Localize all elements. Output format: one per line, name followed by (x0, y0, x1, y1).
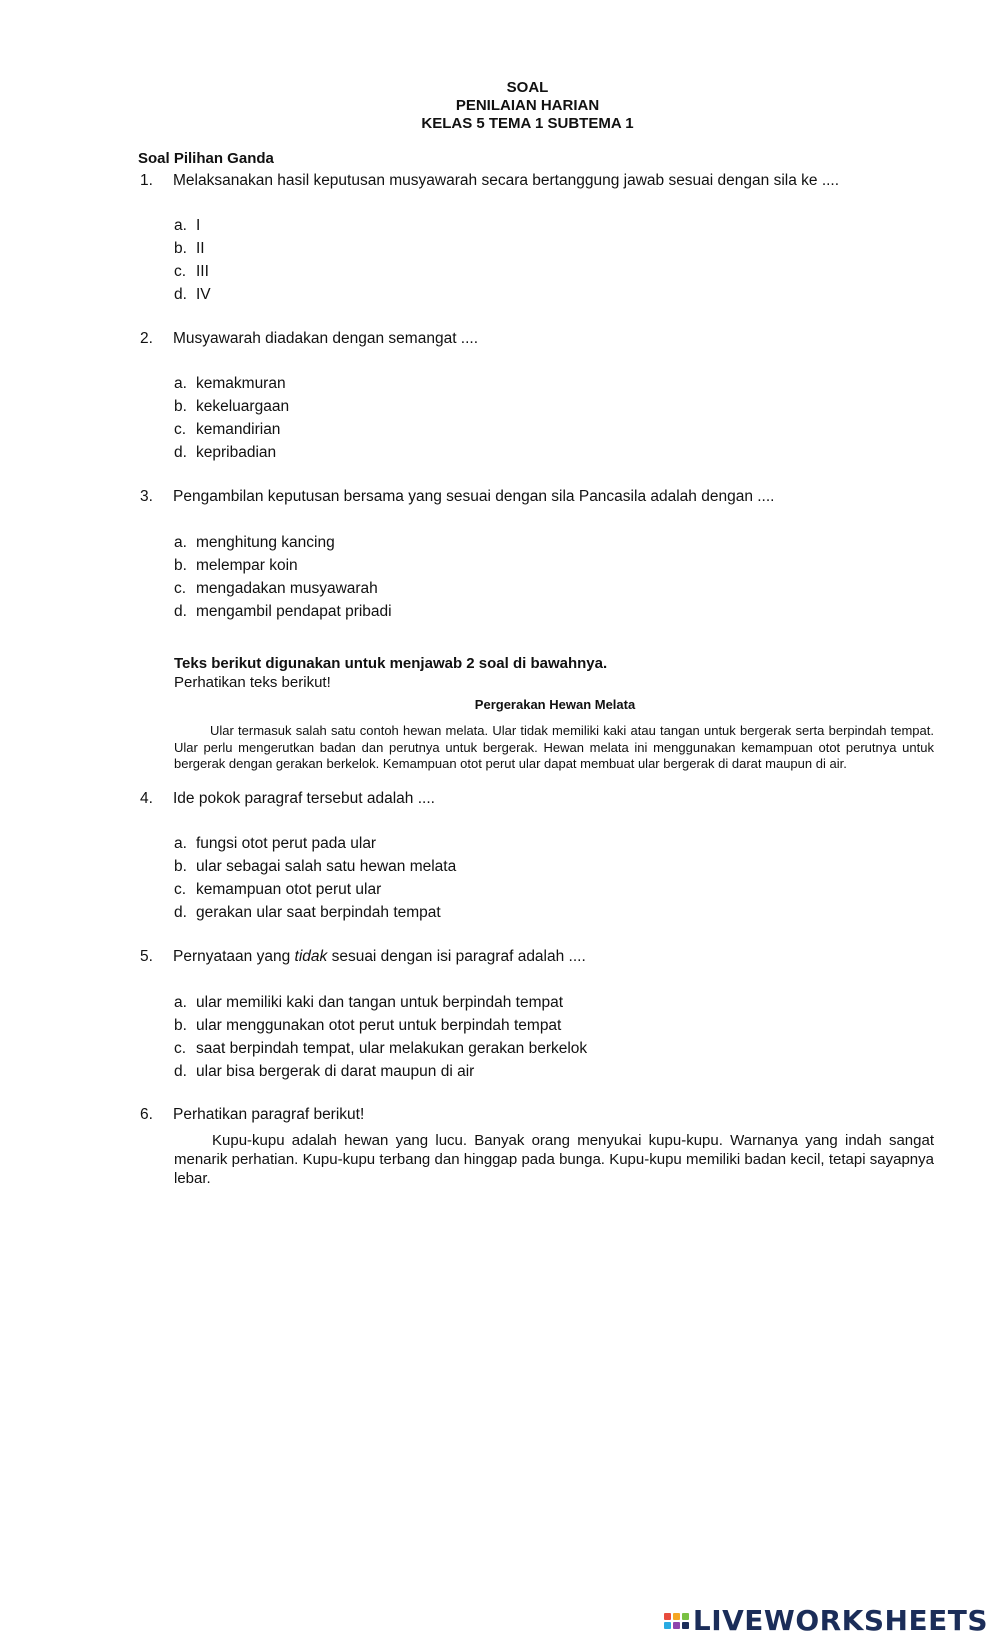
liveworksheets-logo (664, 1604, 988, 1637)
question-number: 6. (140, 1106, 153, 1123)
q2-option-a[interactable] (174, 375, 286, 393)
option-text: kemakmuran (196, 375, 286, 392)
question-text-before: Pernyataan yang (173, 948, 295, 965)
q1-option-b[interactable] (174, 240, 205, 258)
q3-option-b[interactable] (174, 557, 298, 575)
q5-option-c[interactable] (174, 1040, 587, 1058)
option-letter: b. (174, 557, 187, 574)
q4-option-d[interactable] (174, 904, 441, 922)
option-letter: d. (174, 444, 187, 461)
option-letter: a. (174, 217, 187, 234)
q1-option-c[interactable] (174, 263, 209, 281)
option-text: mengambil pendapat pribadi (196, 603, 392, 620)
option-text: gerakan ular saat berpindah tempat (196, 904, 441, 921)
logo-tile (664, 1613, 671, 1620)
option-text: III (196, 263, 209, 280)
logo-tile (682, 1622, 689, 1629)
liveworksheets-logo-icon (664, 1613, 689, 1629)
reading-instruction: Teks berikut digunakan untuk menjawab 2 soal di bawahnya. (174, 655, 608, 672)
option-text: kepribadian (196, 444, 277, 461)
option-letter: a. (174, 534, 187, 551)
q3-option-d[interactable] (174, 603, 392, 621)
q1-option-d[interactable] (174, 286, 211, 304)
option-text: ular memiliki kaki dan tangan untuk berpindah tempat (196, 994, 564, 1011)
option-letter: b. (174, 240, 187, 257)
option-letter: d. (174, 1063, 187, 1080)
question-number: 5. (140, 948, 153, 965)
q5-option-b[interactable] (174, 1017, 561, 1035)
option-letter: a. (174, 835, 187, 852)
option-text: saat berpindah tempat, ular melakukan gerakan berkelok (196, 1040, 588, 1057)
q2-option-d[interactable] (174, 444, 276, 462)
section-title: Soal Pilihan Ganda (138, 150, 274, 167)
option-letter: d. (174, 603, 187, 620)
header-line-1: SOAL (506, 79, 549, 96)
option-letter: c. (174, 580, 187, 597)
logo-tile (673, 1613, 680, 1620)
q4-option-a[interactable] (174, 835, 376, 853)
q1-option-a[interactable] (174, 217, 200, 235)
option-letter: b. (174, 858, 187, 875)
reading-prompt: Perhatikan teks berikut! (174, 674, 331, 691)
option-letter: c. (174, 881, 187, 898)
logo-tile (673, 1622, 680, 1629)
q5-option-a[interactable] (174, 994, 563, 1012)
q4-option-b[interactable] (174, 858, 456, 876)
question-text: Melaksanakan hasil keputusan musyawarah secara bertanggung jawab sesuai dengan sila ke .... (173, 172, 840, 189)
option-text: ular sebagai salah satu hewan melata (196, 858, 457, 875)
option-letter: c. (174, 263, 187, 280)
question-number: 3. (140, 488, 153, 505)
logo-tile (664, 1622, 671, 1629)
logo-tile (682, 1613, 689, 1620)
option-letter: a. (174, 994, 187, 1011)
q3-option-a[interactable] (174, 534, 335, 552)
option-text: II (196, 240, 205, 257)
q3-option-c[interactable] (174, 580, 378, 598)
option-text: kemampuan otot perut ular (196, 881, 382, 898)
option-letter: b. (174, 398, 187, 415)
q2-option-c[interactable] (174, 421, 280, 439)
question-text: Pengambilan keputusan bersama yang sesuai dengan sila Pancasila adalah dengan .... (173, 488, 775, 505)
option-text: ular menggunakan otot perut untuk berpindah tempat (196, 1017, 562, 1034)
option-letter: a. (174, 375, 187, 392)
question-5 (140, 948, 586, 966)
question-3 (140, 488, 774, 506)
question-text: Musyawarah diadakan dengan semangat .... (173, 330, 479, 347)
option-text: mengadakan musyawarah (196, 580, 378, 597)
question-4 (140, 790, 435, 808)
question-1 (140, 172, 839, 190)
option-letter: b. (174, 1017, 187, 1034)
question-text: Perhatikan paragraf berikut! (173, 1106, 365, 1123)
liveworksheets-logo-text: LIVEWORKSHEETS (692, 1604, 988, 1637)
option-text: ular bisa bergerak di darat maupun di air (196, 1063, 475, 1080)
option-letter: d. (174, 286, 187, 303)
q2-option-b[interactable] (174, 398, 289, 416)
option-text: menghitung kancing (196, 534, 335, 551)
question-text-after: sesuai dengan isi paragraf adalah .... (327, 948, 586, 965)
option-text: melempar koin (196, 557, 298, 574)
option-text: IV (196, 286, 211, 303)
option-letter: c. (174, 1040, 187, 1057)
option-text: kemandirian (196, 421, 281, 438)
question-2 (140, 330, 478, 348)
question-text-emphasis: tidak (294, 948, 328, 965)
question-number: 1. (140, 172, 153, 189)
question-6 (140, 1106, 364, 1124)
question-number: 2. (140, 330, 153, 347)
q4-option-c[interactable] (174, 881, 381, 899)
option-text: kekeluargaan (196, 398, 290, 415)
option-letter: c. (174, 421, 187, 438)
header-line-2: PENILAIAN HARIAN (455, 97, 600, 114)
option-text: fungsi otot perut pada ular (196, 835, 377, 852)
question-text: Ide pokok paragraf tersebut adalah .... (173, 790, 435, 807)
q6-paragraph: Kupu-kupu adalah hewan yang lucu. Banyak orang menyukai kupu-kupu. Warnanya yang indah sangat menarik perhatian. Kupu-kupu terbang dan hinggap pada bunga. Kupu-kupu memiliki badan kecil, tetapi sayapnya lebar. (174, 1132, 934, 1187)
header-line-3: KELAS 5 TEMA 1 SUBTEMA 1 (421, 115, 634, 132)
q5-option-d[interactable] (174, 1063, 474, 1081)
option-letter: d. (174, 904, 187, 921)
reading-title: Pergerakan Hewan Melata (474, 697, 636, 712)
reading-paragraph: Ular termasuk salah satu contoh hewan melata. Ular tidak memiliki kaki atau tangan untuk bergerak serta berpindah tempat. Ular perlu mengerutkan badan dan perutnya untuk bergerak. Hewan melata ini menggunakan kemampuan otot perutnya untuk bergerak dengan gerakan berkelok. Kemampuan otot perut ular dapat membuat ular bergerak di darat maupun di air. (174, 723, 934, 771)
question-number: 4. (140, 790, 153, 807)
option-text: I (196, 217, 201, 234)
